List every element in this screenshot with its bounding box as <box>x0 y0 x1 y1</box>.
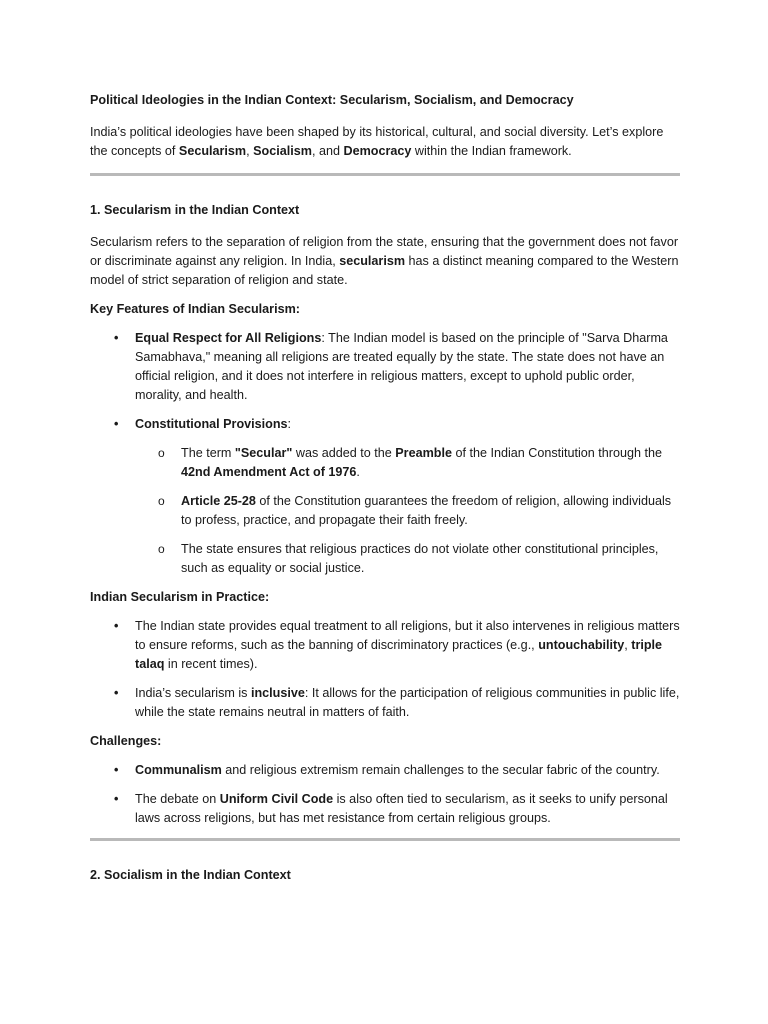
intro-text-4: within the Indian framework. <box>411 144 572 158</box>
sub1-secular: "Secular" <box>234 446 293 460</box>
section-heading-socialism: 2. Socialism in the Indian Context <box>90 868 291 882</box>
key-features-heading: Key Features of Indian Secularism: <box>90 302 300 316</box>
section-heading-secularism: 1. Secularism in the Indian Context <box>90 203 300 217</box>
sub-bullet-icon: o <box>158 446 165 460</box>
constitutional-provisions-colon: : <box>287 417 292 431</box>
intro-text-1: India’s political ideologies have been shaped by its historical, cultural, and social diversity. Let’s explore the concepts of <box>90 125 664 158</box>
practice1-text-2: , <box>624 638 632 652</box>
bullet-icon: • <box>114 331 119 345</box>
challenge2-ucc: Uniform Civil Code <box>219 792 334 806</box>
definition-text-1: Secularism refers to the separation of religion from the state, ensuring that the government does not favor or discriminate against any religion. In India, <box>90 235 679 268</box>
sub-list-item <box>135 492 680 530</box>
bullet-icon: • <box>114 619 119 633</box>
challenge2-text-2: is also often tied to secularism, as it seeks to unify personal laws across religions, but has met resistance from certain religious groups. <box>135 792 668 825</box>
sub1-text-4: . <box>356 465 360 479</box>
definition-text-2: has a distinct meaning compared to the Western model of strict separation of religion and state. <box>90 254 679 287</box>
sub1-preamble: Preamble <box>395 446 452 460</box>
list-item <box>90 684 680 722</box>
sub-bullet-icon: o <box>158 494 165 508</box>
intro-secularism: Secularism <box>178 144 247 158</box>
sub1-text-2: was added to the <box>292 446 396 460</box>
practice-heading: Indian Secularism in Practice: <box>90 590 270 604</box>
bullet-icon: • <box>114 686 119 700</box>
challenges-list <box>90 761 680 828</box>
practice2-inclusive: inclusive <box>250 686 305 700</box>
secularism-definition-paragraph <box>90 233 680 290</box>
list-item <box>90 761 680 780</box>
document-page <box>90 91 680 898</box>
intro-socialism: Socialism <box>253 144 312 158</box>
sub2-article: Article 25-28 <box>181 494 256 508</box>
challenge1-text: and religious extremism remain challenges to the secular fabric of the country. <box>221 763 660 777</box>
intro-paragraph <box>90 123 680 161</box>
practice1-untouchability: untouchability <box>538 638 625 652</box>
practice-list <box>90 617 680 722</box>
practice1-text-1: The Indian state provides equal treatment to all religions, but it also intervenes in religious matters to ensure reforms, such as the banning of discriminatory practices (e.g., <box>135 619 680 652</box>
intro-text-2: , <box>246 144 254 158</box>
list-item <box>90 790 680 828</box>
sub-bullet-icon: o <box>158 542 165 556</box>
bullet-icon: • <box>114 417 119 431</box>
document-title: Political Ideologies in the Indian Context: Secularism, Socialism, and Democracy <box>90 93 574 107</box>
definition-secularism: secularism <box>339 254 406 268</box>
bullet-icon: • <box>114 792 119 806</box>
sub1-text-3: of the Indian Constitution through the <box>451 446 663 460</box>
constitutional-provisions-sublist <box>135 444 680 578</box>
practice2-text-1: India’s secularism is <box>135 686 251 700</box>
list-item <box>90 415 680 578</box>
challenge2-text-1: The debate on <box>135 792 220 806</box>
horizontal-divider <box>90 838 680 841</box>
sub2-text: of the Constitution guarantees the freedom of religion, allowing individuals to profess, practice, and propagate their faith freely. <box>181 494 672 527</box>
challenge1-communalism: Communalism <box>135 763 222 777</box>
sub1-text-1: The term <box>181 446 235 460</box>
practice2-text-2: : It allows for the participation of religious communities in public life, while the state remains neutral in matters of faith. <box>135 686 680 719</box>
key-features-list <box>90 329 680 578</box>
bullet-icon: • <box>114 763 119 777</box>
constitutional-provisions-label: Constitutional Provisions <box>135 417 288 431</box>
equal-respect-text: : The Indian model is based on the principle of "Sarva Dharma Samabhava," meaning all religions are treated equally by the state. The state does not have an official religion, and it does not interfere in religious matters, except to uphold public order, morality, and health. <box>135 331 668 402</box>
practice1-text-3: in recent times). <box>164 657 258 671</box>
challenges-heading: Challenges: <box>90 734 162 748</box>
intro-text-3: , and <box>311 144 344 158</box>
sub3-text: The state ensures that religious practices do not violate other constitutional principles, such as equality or social justice. <box>181 542 659 575</box>
list-item <box>90 617 680 674</box>
horizontal-divider <box>90 173 680 176</box>
equal-respect-label: Equal Respect for All Religions <box>135 331 322 345</box>
sub1-amendment: 42nd Amendment Act of 1976 <box>181 465 357 479</box>
intro-democracy: Democracy <box>343 144 412 158</box>
sub-list-item <box>135 444 680 482</box>
list-item <box>90 329 680 405</box>
sub-list-item <box>135 540 680 578</box>
practice1-triple-talaq: triple talaq <box>135 638 663 671</box>
